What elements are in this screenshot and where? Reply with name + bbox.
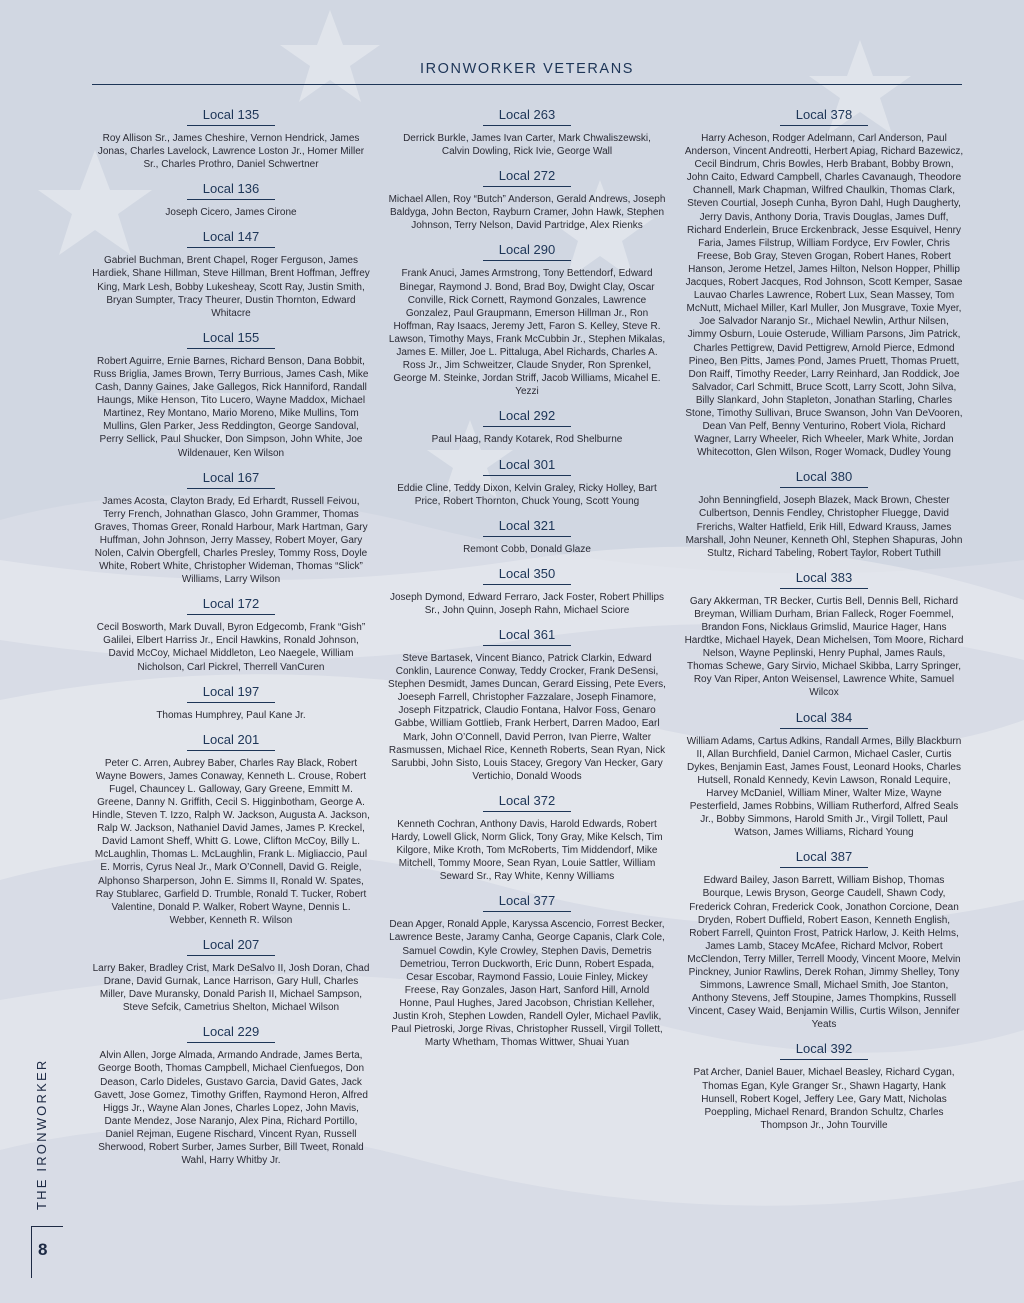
local-heading: Local 263	[483, 107, 571, 126]
local-section	[388, 517, 666, 556]
local-section	[684, 468, 964, 559]
local-heading: Local 350	[483, 566, 571, 585]
member-names: Gabriel Buchman, Brent Chapel, Roger Ferguson, James Hardiek, Shane Hillman, Steve Hillman, Brent Hoffman, Jeffrey King, Mark Lesh, Bobby Lukesheay, Scott Ray, Justin Smith, Bryan Sumpter, Tracy Theurer, Dustin Thornton, Edward Whitacre	[92, 255, 370, 319]
page-number: 8	[38, 1240, 48, 1259]
local-heading: Local 372	[483, 793, 571, 812]
local-heading: Local 377	[483, 893, 571, 912]
member-names: James Acosta, Clayton Brady, Ed Erhardt, Russell Feivou, Terry French, Johnathan Glasco, John Grammer, Thomas Graves, Thomas Greer, Ronald Harbour, Mark Hartman, Gary Huffman, John Johnson, Jerry Massey, Robert Moyer, Gary Nolen, Calvin Obergfell, Charles Presley, Tommy Ross, Doyle White, Robert White, Christopher Wideman, Thomas “Slick” Williams, Larry Wilson	[94, 495, 368, 586]
local-heading: Local 136	[187, 181, 275, 200]
member-names: Joseph Cicero, James Cirone	[165, 207, 297, 219]
local-section	[684, 106, 964, 459]
local-section	[92, 1023, 370, 1167]
local-section	[388, 241, 666, 398]
local-heading: Local 147	[187, 229, 275, 248]
page-number-rule	[31, 1226, 63, 1227]
local-heading: Local 384	[780, 710, 868, 729]
local-heading: Local 361	[483, 627, 571, 646]
member-names: Dean Apger, Ronald Apple, Karyssa Ascencio, Forrest Becker, Lawrence Beste, Jaramy Canha, George Capanis, Clark Cole, Samuel Cowdin, Kyle Crowley, Stephen Davis, Demetris Demetriou, Terron Duckworth, Eric Dunn, Robert Espada, Cesar Escobar, Raymond Fassio, Louie Finley, Mickey Freese, Ray Gonzales, Jason Hart, Sanford Hill, Arnold Honne, Paul Hughes, Jared Jacobson, Christian Kelleher, Justin Kroh, Stephen Lowden, Randell Oyler, Michael Pavlik, Paul Pietroski, Jorge Rivas, Christopher Russell, Virgil Tollett, Marty Whetham, Thomas Wittwer, Shuai Yuan	[389, 919, 665, 1049]
page-title: IRONWORKER VETERANS	[419, 61, 635, 77]
local-heading: Local 167	[187, 470, 275, 489]
local-heading: Local 321	[483, 518, 571, 537]
column-1	[92, 106, 370, 1176]
member-names: Peter C. Arren, Aubrey Baber, Charles Ray Black, Robert Wayne Bowers, James Conaway, Kenneth L. Crouse, Robert Fugel, Chauncey L. Galloway, Gary Greene, Emmitt M. Greene, Danny N. Griffith, Cecil S. Higginbotham, George A. Hindle, Steven T. Izzo, Ralph W. Jackson, Augusta A. Jackson, Ralp W. Jackson, Nathaniel David James, James P. Kreckel, David Lamont Sheff, Whitt G. Lowe, Clifton McCoy, Billy L. McLaughlin, Thomas L. McLaughlin, Frank L. Migliaccio, Paul E. Morris, Cyrus Neal Jr., Mark O’Connell, David G. Reigle, Alphonso Sharperson, John E. Simms II, Ronald W. Spates, Ray Stublarec, Garfield D. Trumble, Ronald T. Tucker, Robert Valentine, Donald P. Walker, Robert Wayne, Dennis L. Webber, Kenneth R. Wilson	[92, 757, 370, 926]
local-heading: Local 380	[780, 469, 868, 488]
local-heading: Local 272	[483, 168, 571, 187]
local-section	[92, 683, 370, 722]
local-heading: Local 135	[187, 107, 275, 126]
member-names: Paul Haag, Randy Kotarek, Rod Shelburne	[431, 434, 623, 446]
local-heading: Local 229	[187, 1024, 275, 1043]
member-names: Harry Acheson, Rodger Adelmann, Carl Anderson, Paul Anderson, Vincent Andreotti, Herbert Apiag, Richard Bazewicz, Cecil Bindrum, Chris Bowles, Herb Brabant, Bobby Brown, John Caito, Edward Campbell, Charles Cavanaugh, Theodore Channell, Mark Chapman, Wilfred Chaulkin, Thomas Clark, Steven Courtial, Joseph Cunha, Byron Dahl, Hugh Daugherty, Jerry Davis, Anthony Doria, Travis Douglas, James Duff, Richard Enderlein, Bruce Erckenbrack, Jesse Esquivel, Henry Faria, James Filstrup, William Fordyce, Erv Fowler, Chris Freese, Bob Gray, Steven Grogan, Robert Hanes, Robert Hanson, Jerome Hetzel, James Hilton, Nelson Hopper, Phillip Jacques, Robert Jacques, Rod Johnson, Scott Kemper, Sasae Lauvao Charles Lawrence, Robert Lux, Sean Massey, Tom McNutt, Michael Miller, Karl Muller, Jon Musgrave, Toxie Myer, Joe Salvador Naranjo Sr., Michael Newlin, Arthur Nilsen, Jimmy Osburn, Louie Osterude, William Parsons, Jim Patrick, Charles Pettigrew, David Pettigrew, Arnold Pierce, Edmond Pineo, Ben Pitts, James Pond, James Pruett, Thomas Pruett, Don Raiff, Timothy Reeder, Larry Reinhard, Jan Roddick, Joe Salvador, Carl Schmitt, Bruce Scott, Larry Scott, John Silva, Billy Slankard, John Stapleton, Jonathan Starling, Charles Stone, Timothy Sullivan, Bruce Swanson, John Van DeVooren, Dean Van Pelf, Benny Venturino, Robert Viola, Richard Wagner, Larry Wheeler, Rich Wheeler, Mark White, Jordan Whitecotton, Glen Wilson, Roger Womack, Dudley Young	[684, 133, 964, 459]
local-heading: Local 387	[780, 849, 868, 868]
page-number-divider	[31, 1226, 32, 1278]
member-names: Kenneth Cochran, Anthony Davis, Harold Edwards, Robert Hardy, Lowell Glick, Norm Glick, Tony Gray, Mike Kelsch, Tim Kilgore, Mike Kroth, Tom McRoberts, Tim Middendorf, Mike Mitchell, Tommy Moore, Sean Ryan, Louie Sattler, William Seward Sr., Ray White, Kenny Williams	[391, 818, 663, 883]
page-header	[92, 58, 962, 85]
local-heading: Local 172	[187, 596, 275, 615]
member-names: Edward Bailey, Jason Barrett, William Bishop, Thomas Bourque, Lewis Bryson, George Caudell, Shawn Cody, Frederick Cohran, Frederick Cook, Jonathon Corcione, Dean Dryden, Robert Duffield, Robert Eason, Kenneth English, Robert Farrell, Quinton Frost, Patrick Harlow, J. Keith Helms, James Lamb, Stacey McAfee, Richard Mclvor, Robert McClendon, Terry Miller, Terrell Moody, Vincent Moore, Melvin Pinckney, Junior Rawlins, Derek Rohan, Jimmy Shelley, Tony Simmons, Lawrence Small, Michael Smith, Joe Stanton, Anthony Stevens, Jeff Stoupine, James Thompkins, Russell Vincent, Casey Waid, Benjamin Willis, Curtis Wilson, Jennifer Yeats	[687, 875, 961, 1031]
member-names: Steve Bartasek, Vincent Bianco, Patrick Clarkin, Edward Conklin, Laurence Conway, Teddy Crocker, Frank DeSensi, Stephen Desmidt, James Duncan, Gerard Eissing, Pete Evers, Joeseph Farrell, Christopher Fazzalare, Joseph Finamore, Joseph Fitzpatrick, Claudio Fontana, Halvor Foss, Genaro Gabbe, William Gottlieb, Frank Herbert, Darren Madoo, Earl Mark, John O’Connell, David Perron, Ivan Pierre, Walter Rasmussen, Michael Rice, Kenneth Roberts, Sean Ryan, Nick Sarubbi, John Sisto, Louis Stacey, Gregory Van Hecker, Gary Vertichio, Donald Woods	[388, 652, 666, 782]
local-section	[92, 731, 370, 927]
local-heading: Local 155	[187, 330, 275, 349]
member-names: Derrick Burkle, James Ivan Carter, Mark Chwaliszewski, Calvin Dowling, Rick Ivie, George Wall	[403, 133, 651, 158]
local-section	[684, 709, 964, 840]
local-section	[388, 792, 666, 883]
local-heading: Local 290	[483, 242, 571, 261]
local-section	[92, 595, 370, 673]
local-section	[388, 456, 666, 508]
member-names: Alvin Allen, Jorge Almada, Armando Andrade, James Berta, George Booth, Thomas Campbell, Michael Cienfuegos, Don Deason, Carlo Dideles, Gustavo Garcia, David Gates, Jack Gavett, Jose Gomez, Timothy Griffen, Raymond Heron, Alfred Higgs Jr., Wayne Alan Jones, Charles Lopez, John Mavis, Dante Mendez, Jose Naranjo, Alex Pina, Richard Portillo, Daniel Rejman, Eugene Rischard, Vincent Ryan, Russell Sherwood, Robert Surber, James Surber, Bill Tweet, Ronald Wahl, Harry Whitby Jr.	[94, 1050, 368, 1167]
member-names: Pat Archer, Daniel Bauer, Michael Beasley, Richard Cygan, Thomas Egan, Kyle Granger Sr., Shawn Hagarty, Hank Hunsell, Robert Kogel, Jeffery Lee, Gary Matt, Nicholas Poeppling, Michael Renard, Brandon Schultz, Charles Thompson Jr., John Tourville	[693, 1067, 955, 1131]
local-section	[388, 892, 666, 1049]
local-heading: Local 301	[483, 457, 571, 476]
local-heading: Local 383	[780, 570, 868, 589]
local-heading: Local 378	[780, 107, 868, 126]
local-section	[388, 626, 666, 783]
local-section	[92, 106, 370, 171]
member-names: Eddie Cline, Teddy Dixon, Kelvin Graley, Ricky Holley, Bart Price, Robert Thornton, Chuck Young, Scott Young	[397, 482, 657, 507]
local-section	[388, 565, 666, 617]
member-names: Frank Anuci, James Armstrong, Tony Bettendorf, Edward Binegar, Raymond J. Bond, Brad Boy, Dwight Clay, Oscar Conville, Rick Cornett, Raymond Gonzales, Lawrence Gonzalez, Paul Graupmann, Emerson Hillman Jr., Ron Hoffman, Ray Isaacs, Jeremy Jett, Faron S. Kelley, Steve R. Lawson, Timothy Mays, Frank McCubbin Jr., Stephen Mikalas, James E. Miller, Joe L. Pittaluga, Abel Richards, Charles A. Ross Jr., Jim Schweitzer, Claude Snyder, Ron Sprenkel, George M. Steinke, Jordan Striff, Jacob Williams, Micahel E. Yezzi	[388, 268, 666, 398]
local-section	[684, 848, 964, 1031]
member-names: Remont Cobb, Donald Glaze	[463, 543, 591, 555]
publication-name: THE IRONWORKER	[34, 1058, 49, 1210]
local-section	[684, 1040, 964, 1131]
local-section	[92, 228, 370, 319]
member-names: Thomas Humphrey, Paul Kane Jr.	[156, 709, 306, 721]
local-heading: Local 207	[187, 937, 275, 956]
local-heading: Local 197	[187, 684, 275, 703]
member-names: Larry Baker, Bradley Crist, Mark DeSalvo II, Josh Doran, Chad Drane, David Gurnak, Lance Harrison, Gary Hull, Charles Miller, Dave Muransky, Donald Parish II, Michael Sampson, Steve Sefcik, Cametrius Shelton, Michael Wilson	[92, 962, 370, 1014]
member-names: Joseph Dymond, Edward Ferraro, Jack Foster, Robert Phillips Sr., John Quinn, Joseph Rahn, Michael Sciore	[390, 591, 664, 616]
member-names: John Benningfield, Joseph Blazek, Mack Brown, Chester Culbertson, Dennis Fendley, Christopher Fluegge, David Frerichs, Walter Hatfield, Erik Hill, Edward Krauss, James Marshall, John Neuner, Kenneth Ohl, Stephen Shapuras, John Stultz, Richard Tabeling, Robert Taylor, Robert Tuthill	[685, 495, 963, 559]
local-section	[388, 106, 666, 158]
column-3	[684, 106, 964, 1141]
column-2	[388, 106, 666, 1058]
member-names: Michael Allen, Roy “Butch” Anderson, Gerald Andrews, Joseph Baldyga, John Becton, Rayburn Cramer, John Hawk, Stephen Johnson, Terry Nelson, David Partridge, Alex Rienks	[388, 194, 666, 232]
member-names: Gary Akkerman, TR Becker, Curtis Bell, Dennis Bell, Richard Breyman, William Durham, Brian Falleck, Roger Foemmel, Brandon Fons, Nicklaus Grimslid, Maurice Hager, Hans Hardtke, Michael Hayek, Dean Michelsen, Tom Moore, Richard Nelson, Wayne Peplinski, Henry Puphal, James Rauls, Thomas Schewe, Gary Sirvio, Michael Skibba, Larry Springer, Roy Van Riper, Anton Weisensel, Lawrence White, Samuel Wilcox	[684, 595, 964, 699]
member-names: William Adams, Cartus Adkins, Randall Armes, Billy Blackburn II, Allan Burchfield, Daniel Carmon, Michael Casler, Curtis Dykes, Benjamin East, James Foust, Leonard Hooks, Charles Hutsell, Ronald Kennedy, Kevin Lawson, Ronald Lequire, Harvey McDaniel, William Miner, Walter Mize, Wayne Pesterfield, James Robbins, William Rutherford, Alfred Seals Jr., Bobby Simmons, Harold Smith Jr., Virgil Tollett, Paul Watson, James Williams, Richard Young	[686, 735, 962, 839]
local-section	[684, 569, 964, 700]
member-names: Robert Aguirre, Ernie Barnes, Richard Benson, Dana Bobbit, Russ Briglia, James Brown, Terry Burrious, James Cash, Mike Cash, Danny Gaines, Jake Gallegos, Rick Hanniford, Randall Haungs, Mike Henson, Tito Lucero, Wayne Maddox, Michael Martinez, Rey Montano, Mario Moreno, Mike Mullins, Tom Mullins, Glen Parker, Jess Reddington, George Sandoval, Perry Sellick, Paul Shucker, Don Simpson, John White, Joe Wildenauer, Ken Wilson	[93, 355, 369, 459]
local-heading: Local 392	[780, 1041, 868, 1060]
local-heading: Local 292	[483, 408, 571, 427]
local-section	[92, 936, 370, 1014]
member-names: Roy Allison Sr., James Cheshire, Vernon Hendrick, James Jonas, Charles Lavelock, Lawrence Loston Jr., Homer Miller Sr., Charles Prothro, Daniel Schwertner	[97, 133, 365, 171]
local-section	[388, 167, 666, 232]
local-section	[92, 329, 370, 460]
local-heading: Local 201	[187, 732, 275, 751]
local-section	[92, 180, 370, 219]
member-names: Cecil Bosworth, Mark Duvall, Byron Edgecomb, Frank “Gish” Galilei, Elbert Harriss Jr., Encil Hawkins, Ronald Johnson, David McCoy, Michael Middleton, Leo Naegele, William Nicholson, Carl Pickrel, Therrell VanCuren	[96, 622, 366, 673]
local-section	[388, 407, 666, 446]
local-section	[92, 469, 370, 587]
